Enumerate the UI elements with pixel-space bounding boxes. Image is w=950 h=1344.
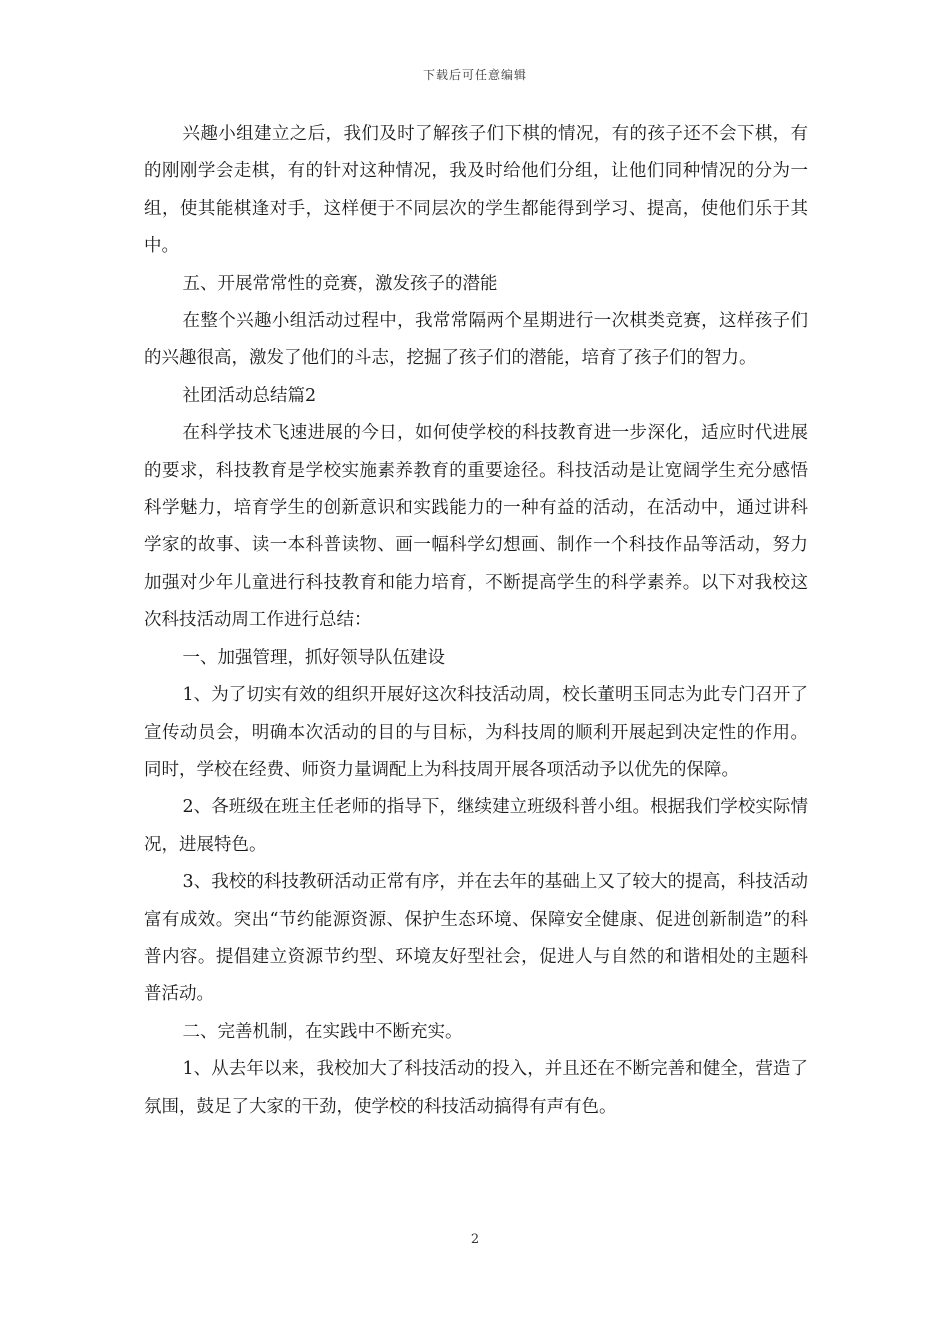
heading-section-five: 五、开展常常性的竞赛，激发孩子的潜能 <box>182 273 498 294</box>
heading-summary-part-2: 社团活动总结篇2 <box>182 385 317 406</box>
heading-section-two: 二、完善机制，在实践中不断充实。 <box>182 1021 463 1042</box>
paragraph-item-3: 3、我校的科技教研活动正常有序，并在去年的基础上又了较大的提高，科技活动富有成效。突出“节约能源资源、保护生态环境、保障安全健康、促进创新制造”的科普内容。提倡建立资源节约型、环境友好型社会，促进人与自然的和谐相处的主题科普活动。 <box>144 872 808 1005</box>
paragraph-interest-group-grouping: 兴趣小组建立之后，我们及时了解孩子们下棋的情况，有的孩子还不会下棋，有的刚刚学会走棋，有的针对这种情况，我及时给他们分组，让他们同种情况的分为一组，使其能棋逢对手，这样便于不同层次的学生都能得到学习、提高，使他们乐于其中。 <box>144 124 808 257</box>
page-header: 下载后可任意编辑 <box>422 68 527 82</box>
paragraph-regular-competition: 在整个兴趣小组活动过程中，我常常隔两个星期进行一次棋类竞赛，这样孩子们的兴趣很高，激发了他们的斗志，挖掘了孩子们的潜能，培育了孩子们的智力。 <box>144 311 808 369</box>
paragraph-science-education-intro: 在科学技术飞速进展的今日，如何使学校的科技教育进一步深化，适应时代进展的要求，科技教育是学校实施素养教育的重要途径。科技活动是让宽阔学生充分感悟科学魅力，培育学生的创新意识和实践能力的一种有益的活动，在活动中，通过讲科学家的故事、读一本科普读物、画一幅科学幻想画、制作一个科技作品等活动，努力加强对少年儿童进行科技教育和能力培育，不断提高学生的科学素养。以下对我校这次科技活动周工作进行总结： <box>144 423 808 631</box>
paragraph-section-two-item-1: 1、从去年以来，我校加大了科技活动的投入，并且还在不断完善和健全，营造了氛围，鼓足了大家的干劲，使学校的科技活动搞得有声有色。 <box>144 1059 808 1117</box>
document-body <box>144 116 808 1126</box>
paragraph-item-2: 2、各班级在班主任老师的指导下，继续建立班级科普小组。根据我们学校实际情况，进展特色。 <box>144 797 808 855</box>
paragraph-item-1: 1、为了切实有效的组织开展好这次科技活动周，校长董明玉同志为此专门召开了宣传动员会，明确本次活动的目的与目标，为科技周的顺利开展起到决定性的作用。同时，学校在经费、师资力量调配上为科技周开展各项活动予以优先的保障。 <box>144 685 808 780</box>
page-number: 2 <box>470 1232 480 1247</box>
heading-section-one: 一、加强管理，抓好领导队伍建设 <box>182 647 445 668</box>
